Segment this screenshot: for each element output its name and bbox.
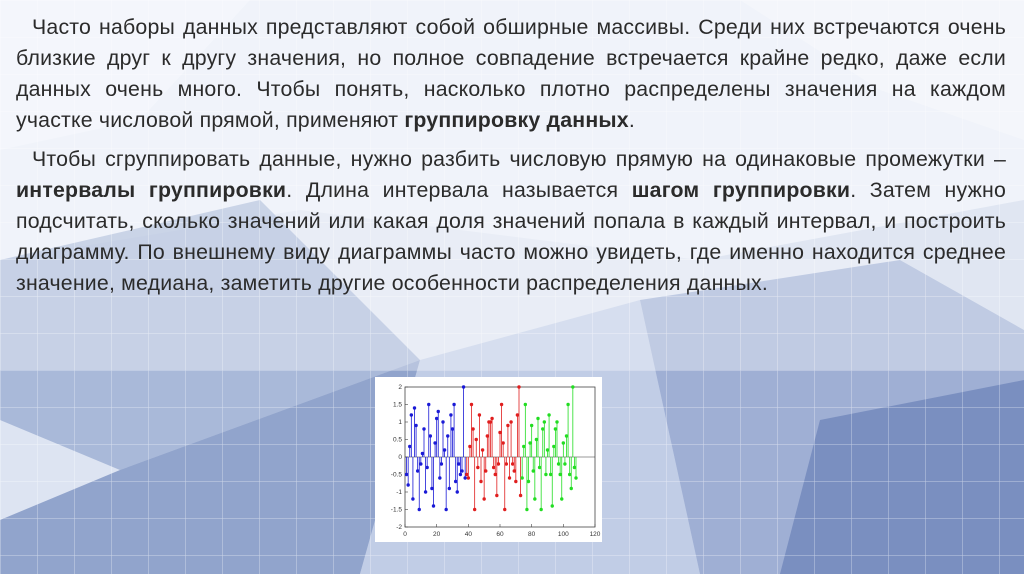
y-tick-label: -1.5 — [390, 506, 402, 514]
x-tick-label: 60 — [496, 531, 504, 538]
stem-point — [448, 487, 451, 490]
stem-point — [503, 508, 506, 511]
y-tick-label: -0.5 — [390, 471, 402, 479]
stem-point — [524, 403, 527, 406]
x-tick-label: 120 — [589, 531, 601, 538]
stem-point — [443, 448, 446, 451]
stem-point — [520, 476, 523, 479]
stem-point — [536, 417, 539, 420]
stem-point — [462, 385, 465, 388]
stem-point — [527, 480, 530, 483]
stem-point — [437, 410, 440, 413]
paragraph-2-text-a: Чтобы сгруппировать данные, нужно разбить числовую прямую на одинаковые промежутки – — [32, 147, 1006, 171]
y-tick-label: 0 — [398, 454, 402, 462]
stem-point — [424, 490, 427, 493]
x-tick-label: 0 — [403, 531, 407, 538]
paragraph-1 — [16, 12, 1006, 136]
stem-point — [539, 508, 542, 511]
stem-point — [418, 508, 421, 511]
stem-point — [481, 448, 484, 451]
stem-point — [547, 413, 550, 416]
stem-point — [476, 466, 479, 469]
stem-point — [471, 427, 474, 430]
stem-point — [470, 403, 473, 406]
y-tick-label: 1 — [398, 419, 402, 427]
stem-point — [425, 466, 428, 469]
stem-point — [473, 508, 476, 511]
stem-point — [571, 385, 574, 388]
stem-point — [410, 413, 413, 416]
stem-point — [460, 469, 463, 472]
stem-point — [414, 424, 417, 427]
stem-point — [484, 469, 487, 472]
stem-point — [438, 476, 441, 479]
stem-point — [406, 483, 409, 486]
stem-point — [560, 497, 563, 500]
stem-point — [514, 480, 517, 483]
stem-point — [432, 504, 435, 507]
stem-point — [449, 413, 452, 416]
stem-point — [446, 434, 449, 437]
x-tick-label: 20 — [433, 531, 441, 538]
stem-point — [530, 424, 533, 427]
y-tick-label: -1 — [396, 489, 402, 497]
stem-point — [490, 417, 493, 420]
text-content — [16, 12, 1006, 299]
stem-point — [495, 494, 498, 497]
term-grouping-intervals: интервалы группировки — [16, 178, 287, 202]
stem-point — [459, 473, 462, 476]
stem-point — [508, 476, 511, 479]
x-tick-label: 40 — [464, 531, 472, 538]
stem-point — [419, 462, 422, 465]
stem-point — [456, 490, 459, 493]
y-tick-label: 1.5 — [392, 401, 402, 409]
stem-point — [544, 473, 547, 476]
stem-point — [444, 508, 447, 511]
stem-point — [411, 497, 414, 500]
stem-point — [497, 462, 500, 465]
y-tick-label: 0.5 — [392, 436, 402, 444]
stem-point — [467, 476, 470, 479]
stem-point — [555, 420, 558, 423]
stem-point — [566, 403, 569, 406]
stem-point — [562, 441, 565, 444]
paragraph-1-text-a: Часто наборы данных представляют собой обширные массивы. Среди них встречаются очень близкие друг к другу значения, но полное совпадение встречается крайне редко, даже если данных очень много. Чтобы понять, насколько плотно распределены значения на каждом участке числовой прямой, применяют — [16, 15, 1006, 132]
paragraph-2-text-b: . Длина интервала называется — [286, 178, 632, 202]
y-tick-label: 2 — [398, 384, 402, 392]
paragraph-1-text-b: . — [628, 108, 635, 132]
stem-point — [422, 427, 425, 430]
stem-point — [505, 462, 508, 465]
stem-chart-figure — [375, 377, 602, 542]
term-grouping-step: шагом группировки — [631, 178, 851, 202]
stem-point — [478, 413, 481, 416]
stem-point — [440, 462, 443, 465]
stem-point — [506, 424, 509, 427]
stem-point — [509, 420, 512, 423]
stem-point — [427, 403, 430, 406]
stem-point — [429, 434, 432, 437]
stem-point — [501, 441, 504, 444]
stem-point — [551, 504, 554, 507]
stem-point — [441, 420, 444, 423]
stem-point — [452, 403, 455, 406]
stem-point — [413, 406, 416, 409]
x-tick-label: 100 — [557, 531, 569, 538]
stem-point — [482, 497, 485, 500]
x-tick-label: 80 — [528, 531, 536, 538]
paragraph-2-text-c: . Затем нужно подсчитать, сколько значений или какая доля значений попала в каждый интервал, и построить диаграмму. По внешнему виду диаграммы часто можно увидеть, где именно находится среднее значение, медиана, заметить другие особенности распределения данных. — [16, 178, 1007, 295]
term-data-grouping: группировку данных — [404, 108, 629, 132]
stem-point — [574, 476, 577, 479]
stem-point — [543, 420, 546, 423]
stem-chart — [375, 377, 602, 542]
y-tick-label: -2 — [396, 524, 402, 532]
stem-point — [533, 497, 536, 500]
stem-point — [517, 385, 520, 388]
stem-point — [519, 494, 522, 497]
stem-point — [479, 480, 482, 483]
stem-point — [475, 438, 478, 441]
stem-point — [463, 476, 466, 479]
paragraph-2 — [16, 144, 1006, 299]
stem-point — [563, 462, 566, 465]
stem-point — [525, 508, 528, 511]
stem-point — [500, 403, 503, 406]
stem-point — [570, 487, 573, 490]
